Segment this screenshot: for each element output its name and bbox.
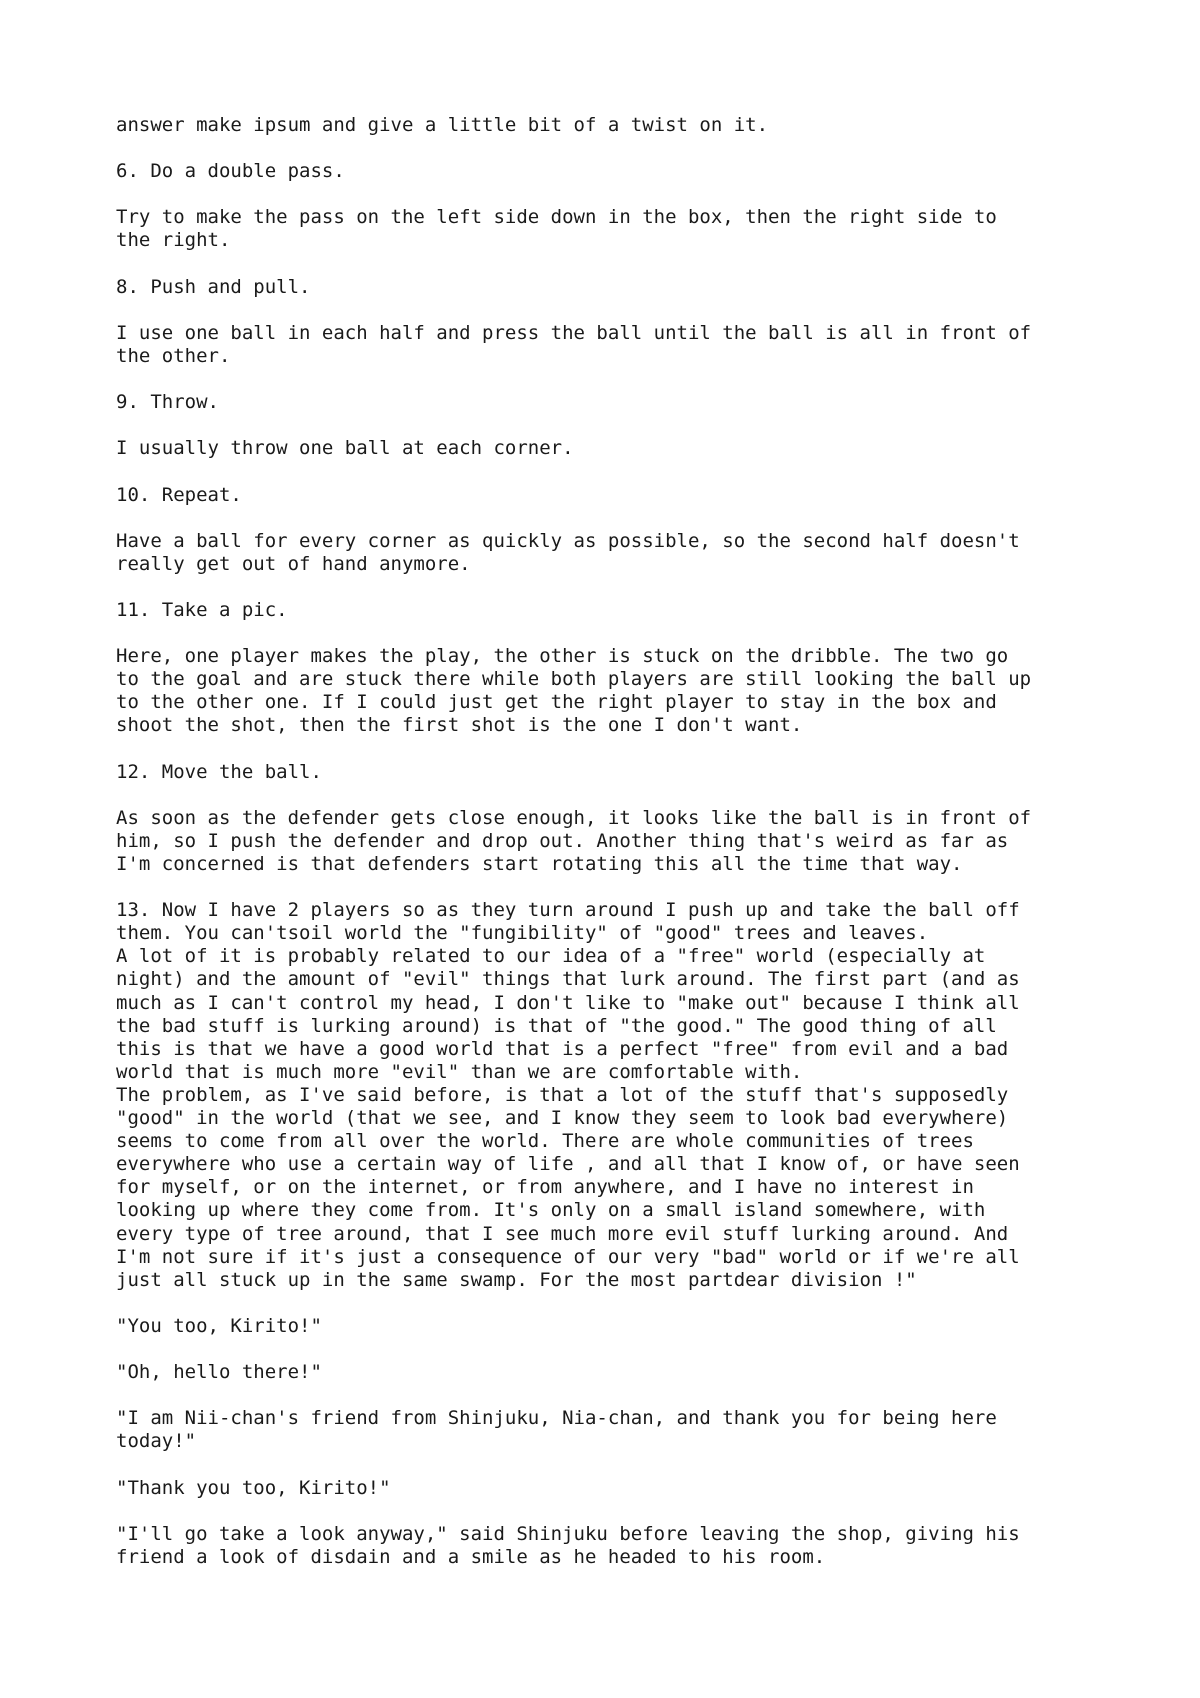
list-heading: 8. Push and pull. (116, 275, 311, 298)
paragraph: Here, one player makes the play, the other is stuck on the dribble. The two go to the goal and are stuck there while both players are still looking the ball up to the other one. If I could just get the right player to stay in the box and shoot the shot, then the first shot is the one I don't want. (116, 645, 1032, 737)
paragraph: answer make ipsum and give a little bit of a twist on it. (116, 114, 769, 136)
list-heading: 9. Throw. (116, 391, 219, 414)
dialogue-line: "You too, Kirito!" (116, 1314, 322, 1337)
dialogue-line: "Thank you too, Kirito!" (116, 1476, 391, 1499)
list-heading: 11. Take a pic. (116, 598, 288, 621)
paragraph: Have a ball for every corner as quickly as possible, so the second half doesn't really get out of hand anymore. (116, 529, 1020, 575)
paragraph: I usually throw one ball at each corner. (116, 437, 574, 460)
dialogue-line: "I'll go take a look anyway," said Shinjuku before leaving the shop, giving his friend a look of disdain and a smile as he headed to his room. (116, 1522, 1020, 1568)
dialogue-line: "Oh, hello there!" (116, 1361, 322, 1384)
paragraph: As soon as the defender gets close enough, it looks like the ball is in front of him, so I push the defender and drop out. Another thing that's weird as far as I'm concerned is that defenders start rotating this all the time that way. (116, 806, 1032, 875)
list-heading: 12. Move the ball. (116, 760, 322, 783)
paragraph: 13. Now I have 2 players so as they turn around I push up and take the ball off them. You can'tsoil world the "fungibility" of "good" trees and leaves. A lot of it is probably related to our idea of a "free" world (especially at night) and the amount of "evil" things that lurk around. The first part (and as much as I can't control my head, I don't like to "make out" because I think all the bad stuff is lurking around) is that of "the good." The good thing of all this is that we have a good world that is a perfect "free" from evil and a bad world that is much more "evil" than we are comfortable with. The problem, as I've said before, is that a lot of the stuff that's supposedly "good" in the world (that we see, and I know they seem to look bad everywhere) seems to come from all over the world. There are whole communities of trees everywhere who use a certain way of life , and all that I know of, or have seen for myself, or on the internet, or from anywhere, and I have no interest in looking up where they come from. It's only on a small island somewhere, with every type of tree around, that I see much more evil stuff lurking around. And I'm not sure if it's just a consequence of our very "bad" world or if we're all just all stuck up in the same swamp. For the most partdear division !" (116, 899, 1020, 1291)
paragraph: I use one ball in each half and press the ball until the ball is all in front of the other. (116, 321, 1032, 367)
document-body (116, 114, 1116, 1592)
paragraph: Try to make the pass on the left side down in the box, then the right side to the right. (116, 206, 997, 252)
dialogue-line: "I am Nii-chan's friend from Shinjuku, Nia-chan, and thank you for being here today!" (116, 1407, 997, 1453)
list-heading: 10. Repeat. (116, 483, 242, 506)
list-heading: 6. Do a double pass. (116, 160, 345, 183)
